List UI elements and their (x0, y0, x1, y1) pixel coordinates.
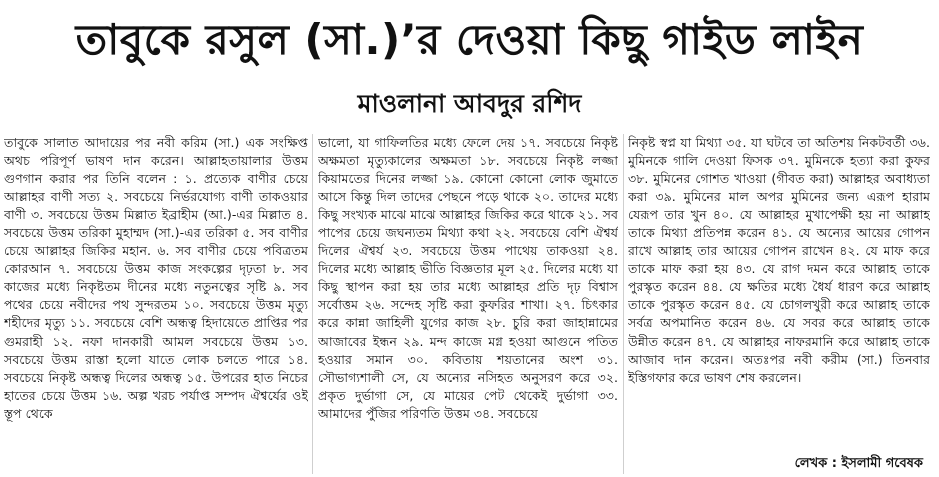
column-2-text: ভালো, যা গাফিলতির মধ্যে ফেলে দেয় ১৭. সবচেয়ে নিকৃষ্ট অক্ষমতা মৃত্যুকালের অক্ষমতা ১৮. সবচেয়ে নিকৃষ্ট লজ্জা কিয়ামতের দিনের লজ্জা ১৯. কোনো কোনো লোক জুমাতে আসে কিন্তু দিল তাদের পেছনে পড়ে থাকে ২০. তাদের মধ্যে কিছু সংখ্যক মাঝে মাঝে আল্লাহর জিকির করে থাকে ২১. সব পাপের চেয়ে জঘন্যতম মিথ্যা কথা ২২. সবচেয়ে বেশি ঐশ্বর্য দিলের ঐশ্বর্য ২৩. সবচেয়ে উত্তম পাথেয় তাকওয়া ২৪. দিলের মধ্যে আল্লাহ ভীতি বিজ্ঞতার মূল ২৫. দিলের মধ্যে যা কিছু স্থাপন করা হয় তার মধ্যে আল্লাহর প্রতি দৃঢ় বিশ্বাস সর্বোত্তম ২৬. সন্দেহ সৃষ্টি করা কুফরির শাখা। ২৭. চিৎকার করে কান্না জাহিলী যুগের কাজ ২৮. চুরি করা জাহান্নামের আজাবের ইন্ধন ২৯. মন্দ কাজে মগ্ন হওয়া আগুনে পতিত হওয়ার সমান ৩০. কবিতায় শয়তানের অংশ ৩১. সৌভাগ্যশালী সে, যে অন্যের নসিহত অনুসরণ করে ৩২. প্রকৃত দুর্ভাগা সে, যে মায়ের পেট থেকেই দুর্ভাগা ৩৩. আমাদের পুঁজির পরিণতি উত্তম ৩৪. সবচেয়ে (318, 135, 618, 421)
article-byline: মাওলানা আবদুর রশিদ (357, 88, 582, 118)
article-body (0, 134, 939, 477)
article-column-3 (628, 134, 930, 477)
article-column-2 (318, 134, 618, 477)
column-3-text: নিকৃষ্ট স্বপ্ন যা মিথ্যা ৩৫. যা ঘটবে তা অতিশয় নিকটবর্তী ৩৬. মুমিনকে গালি দেওয়া ফিসক ৩৭. মুমিনকে হত্যা করা কুফর ৩৮. মুমিনের গোশত খাওয়া (গীবত করা) আল্লাহর অবাধ্যতা করা ৩৯. মুমিনের মাল অপর মুমিনের জন্য এরূপ হারাম যেরূপ তার খুন ৪০. যে আল্লাহর মুখাপেক্ষী হয় না আল্লাহ তাকে মিথ্যা প্রতিপন্ন করেন ৪১. যে অন্যের আয়ের গোপন রাখে আল্লাহ তার আয়ের গোপন রাখেন ৪২. যে মাফ করে তাকে মাফ করা হয় ৪৩. যে রাগ দমন করে আল্লাহ তাকে পুরস্কৃত করেন ৪৪. যে ক্ষতির মধ্যে ধৈর্য ধারণ করে আল্লাহ তাকে পুরস্কৃত করেন ৪৫. যে চোগলখুরী করে আল্লাহ তাকে সর্বত্র অপমানিত করেন ৪৬. যে সবর করে আল্লাহ তাকে উন্নীত করেন ৪৭. যে আল্লাহর নাফরমানি করে আল্লাহ তাকে আজাব দান করেন। অতঃপর নবী করীম (সা.) তিনবার ইস্তিগফার করে ভাষণ শেষ করলেন। (628, 135, 930, 385)
article-column-1 (4, 134, 308, 477)
column-1-text: তাবুকে সালাত আদায়ের পর নবী করিম (সা.) এক সংক্ষিপ্ত অথচ পরিপূর্ণ ভাষণ দান করেন। আল্লাহতায়ালার উত্তম গুণগান করার পর তিনি বলেন : ১. প্রত্যেক বাণীর চেয়ে আল্লাহর বাণী সত্য ২. সবচেয়ে নির্ভরযোগ্য বাণী তাকওয়ার বাণী ৩. সবচেয়ে উত্তম মিল্লাত ইব্রাহীম (আ.)-এর মিল্লাত ৪. সবচেয়ে উত্তম তরিকা মুহাম্মদ (সা.)-এর তরিকা ৫. সব বাণীর চেয়ে আল্লাহর জিকির মহান. ৬. সব বাণীর চেয়ে পবিত্রতম কোরআন ৭. সবচেয়ে উত্তম কাজ সংকল্পের দৃঢ়তা ৮. সব কাজের মধ্যে নিকৃষ্টতম দীনের মধ্যে নতুনত্বের সৃষ্টি ৯. সব পথের চেয়ে নবীদের পথ সুন্দরতম ১০. সবচেয়ে উত্তম মৃত্যু শহীদের মৃত্যু ১১. সবচেয়ে বেশি অন্ধত্ব হিদায়েতে প্রাপ্তির পর গুমরাহী ১২. নফা দানকারী আমল সবচেয়ে উত্তম ১৩. সবচেয়ে উত্তম রাস্তা হলো যাতে লোক চলতে পারে ১৪. সবচেয়ে নিকৃষ্ট অন্ধত্ব দিলের অন্ধত্ব ১৫. উপরের হাত নিচের হাতের চেয়ে উত্তম ১৬. অল্প খরচ পর্যাপ্ত সম্পদ ঐশ্বর্যের ওই স্তূপ থেকে (4, 135, 308, 421)
author-credit: লেখক : ইসলামী গবেষক (794, 456, 923, 471)
column-divider (312, 134, 313, 474)
article-headline: তাবুকে রসুল (সা.)’র দেওয়া কিছু গাইড লাইন (75, 14, 864, 64)
column-divider (623, 134, 624, 474)
